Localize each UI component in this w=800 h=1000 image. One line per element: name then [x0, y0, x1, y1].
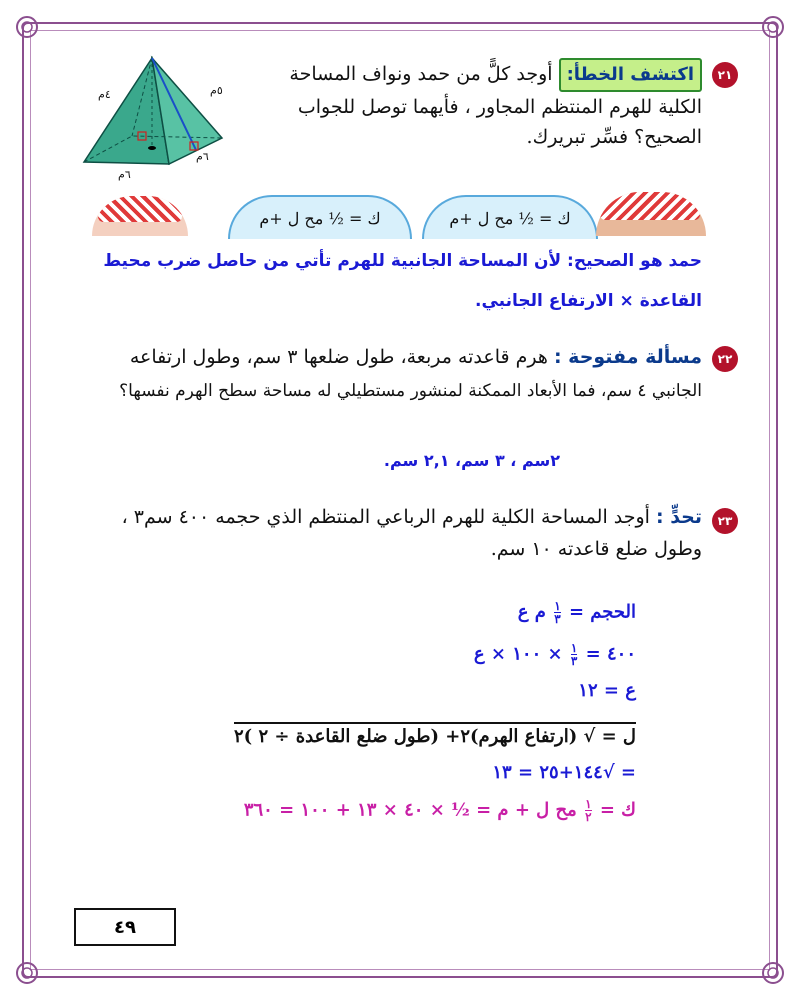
q21-label: اكتشف الخطأ: — [559, 58, 702, 92]
q22-text-line2: الجانبي ٤ سم، فما الأبعاد الممكنة لمنشور مستطيلي له مساحة سطح الهرم نفسها؟ — [119, 381, 702, 401]
page-number: ٤٩ — [74, 908, 176, 946]
q23-text-line2: وطول ضلع قاعدته ١٠ سم. — [490, 538, 702, 560]
eq-volume: الحجم = $\frac{١}{٣}$ م ع — [517, 599, 636, 626]
fig-label-base: ٦م — [118, 168, 131, 181]
eq-slant-formula: ل = √ (ارتفاع الهرم)٢+ (طول ضلع القاعدة ÷ ٢ )٢ — [234, 722, 636, 747]
q22-text-line1: هرم قاعدته مربعة، طول ضلعها ٣ سم، وطول ارتفاعه — [129, 346, 548, 368]
question-number-21: ٢١ — [712, 62, 738, 88]
q21-answer-line1: حمد هو الصحيح: لأن المساحة الجانبية للهرم تأتي من حاصل ضرب محيط — [103, 251, 702, 271]
corner-ornament-icon — [14, 14, 40, 40]
fig-label-slant: ٥م — [210, 84, 223, 97]
student-left-avatar — [92, 196, 188, 236]
question-number-23: ٢٣ — [712, 508, 738, 534]
q21-text-line3: الصحيح؟ فسِّر تبريرك. — [526, 126, 702, 148]
corner-ornament-icon — [760, 14, 786, 40]
speech-bubble-left: ك = ½ مح ل +م — [228, 195, 412, 239]
q23-line1 — [82, 502, 702, 532]
fig-label-edge: ٤م — [98, 88, 111, 101]
corner-ornament-icon — [14, 960, 40, 986]
q23-text-line1: أوجد المساحة الكلية للهرم الرباعي المنتظم الذي حجمه ٤٠٠ سم٣ ، — [121, 506, 650, 528]
q21-text-line2: الكلية للهرم المنتظم المجاور ، فأيهما توصل للجواب — [297, 96, 702, 118]
question-number-22: ٢٢ — [712, 346, 738, 372]
eq-slant-value: = √١٤٤+٢٥ = ١٣ — [492, 762, 636, 783]
corner-ornament-icon — [760, 960, 786, 986]
q22-label: مسألة مفتوحة : — [553, 346, 702, 368]
q21-answer-line2: القاعدة × الارتفاع الجانبي. — [474, 291, 702, 311]
fig-label-side: ٦م — [196, 150, 209, 163]
eq-total-area: ك = $\frac{١}{٢}$ مح ل + م = ½ × ٤٠ × ١٣ + ١٠٠ = ٣٦٠ — [243, 797, 636, 824]
q22-answer: ٢سم ، ٣ سم، ٢,١ سم. — [383, 451, 560, 470]
q22-line1 — [82, 342, 702, 372]
eq-height: ع = ١٢ — [578, 680, 636, 701]
q23-label: تحدٍّ : — [655, 506, 702, 528]
student-right-avatar — [596, 192, 706, 236]
q21-text-line1: أوجد كلًّ من حمد ونواف المساحة — [289, 63, 553, 85]
pyramid-figure — [74, 52, 234, 182]
q21-line1 — [242, 58, 702, 92]
speech-bubble-right: ك = ½ مح ل +م — [422, 195, 598, 239]
eq-substitute: ٤٠٠ = $\frac{١}{٣}$ × ١٠٠ × ع — [473, 641, 636, 668]
